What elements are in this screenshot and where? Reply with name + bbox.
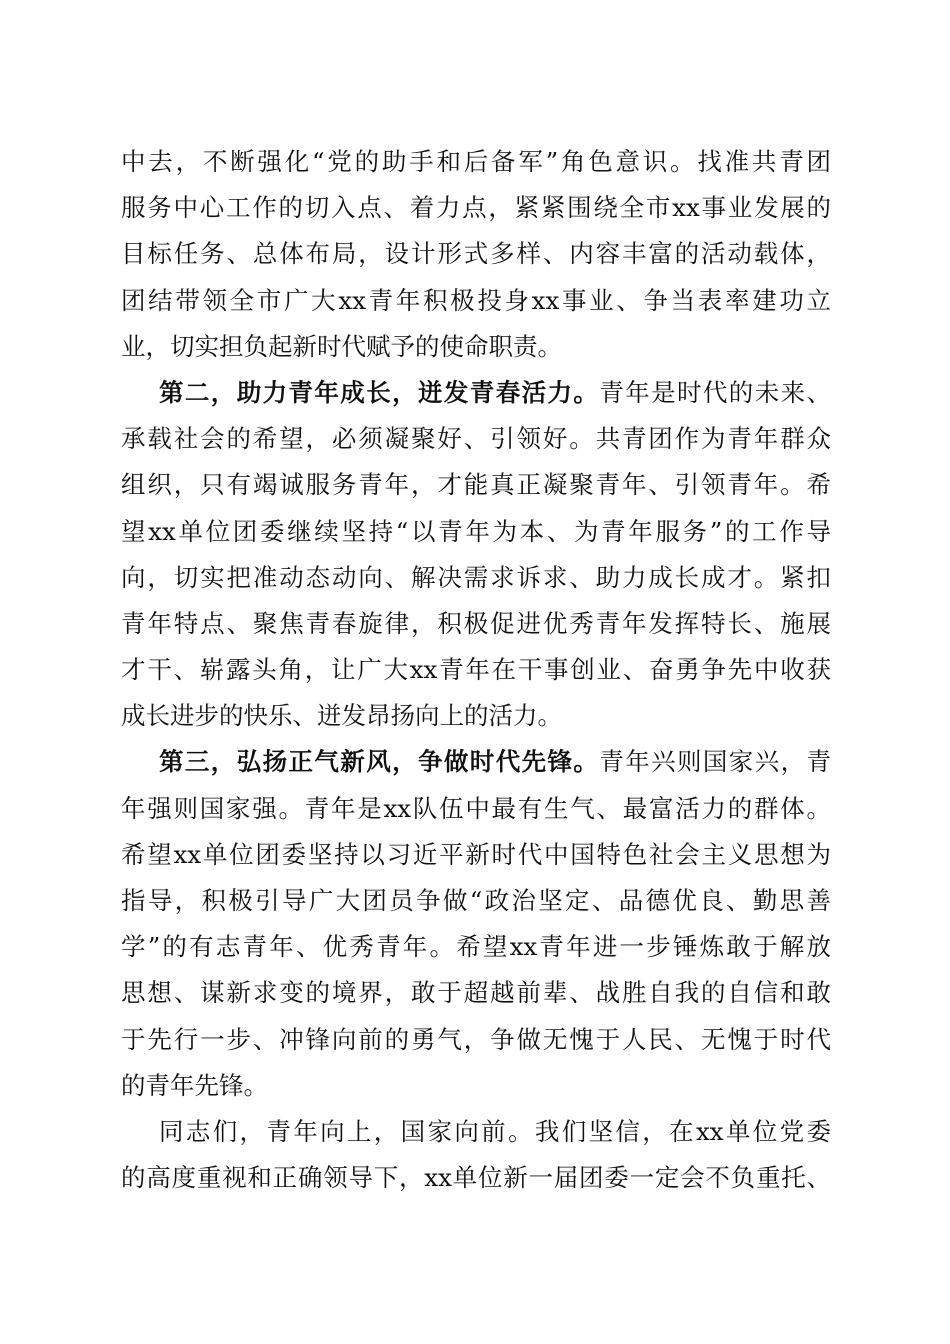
text-line: 承载社会的希望，必须凝聚好、引领好。共青团作为青年群众 <box>121 424 831 454</box>
text-line: 学”的有志青年、优秀青年。希望xx青年进一步锤炼敢于解放 <box>121 932 831 962</box>
text-line <box>121 739 831 785</box>
paragraph-lead-heading: 第二，助力青年成长，迸发青春活力。 <box>159 377 600 407</box>
text-run: 青年兴则国家兴，青 <box>599 747 832 777</box>
text-line: 的高度重视和正确领导下，xx单位新一届团委一定会不负重托、 <box>121 1163 831 1193</box>
text-line: 年强则国家强。青年是xx队伍中最有生气、最富活力的群体。 <box>121 793 831 823</box>
text-line: 青年特点、聚焦青春旋律，积极促进优秀青年发挥特长、施展 <box>121 608 831 638</box>
text-line: 向，切实把准动态动向、解决需求诉求、助力成长成才。紧扣 <box>121 562 831 592</box>
paragraph-lead-heading: 第三，弘扬正气新风，争做时代先锋。 <box>159 747 600 777</box>
text-line: 团结带领全市广大xx青年积极投身xx事业、争当表率建功立 <box>121 285 831 315</box>
text-line: 组织，只有竭诚服务青年，才能真正凝聚青年、引领青年。希 <box>121 470 831 500</box>
text-line: 希望xx单位团委坚持以习近平新时代中国特色社会主义思想为 <box>121 839 831 869</box>
paragraph-third-point <box>121 739 831 1109</box>
text-line: 望xx单位团委继续坚持“以青年为本、为青年服务”的工作导 <box>121 516 831 546</box>
text-line: 才干、崭露头角，让广大xx青年在干事创业、奋勇争先中收获 <box>121 655 831 685</box>
text-line: 目标任务、总体布局，设计形式多样、内容丰富的活动载体， <box>121 239 831 269</box>
text-run: 青年是时代的未来、 <box>599 377 832 407</box>
text-line: 成长进步的快乐、迸发昂扬向上的活力。 <box>121 701 562 731</box>
paragraph-second-point <box>121 370 831 740</box>
text-line: 指导，积极引导广大团员争做“政治坚定、品德优良、勤思善 <box>121 886 831 915</box>
text-line: 思想、谋新求变的境界，敢于超越前辈、战胜自我的自信和敢 <box>121 978 831 1008</box>
text-line: 同志们，青年向上，国家向前。我们坚信，在xx单位党委 <box>159 1116 831 1146</box>
text-line: 中去，不断强化“党的助手和后备军”角色意识。找准共青团 <box>121 147 831 176</box>
text-line <box>121 370 831 416</box>
document-body <box>121 139 831 1201</box>
text-line: 业，切实担负起新时代赋予的使命职责。 <box>121 331 562 361</box>
text-line: 服务中心工作的切入点、着力点，紧紧围绕全市xx事业发展的 <box>121 193 831 223</box>
text-line: 于先行一步、冲锋向前的勇气，争做无愧于人民、无愧于时代 <box>121 1024 831 1054</box>
paragraph-closing <box>121 1109 831 1201</box>
text-line: 的青年先锋。 <box>121 1070 268 1100</box>
paragraph-continuation <box>121 139 831 370</box>
